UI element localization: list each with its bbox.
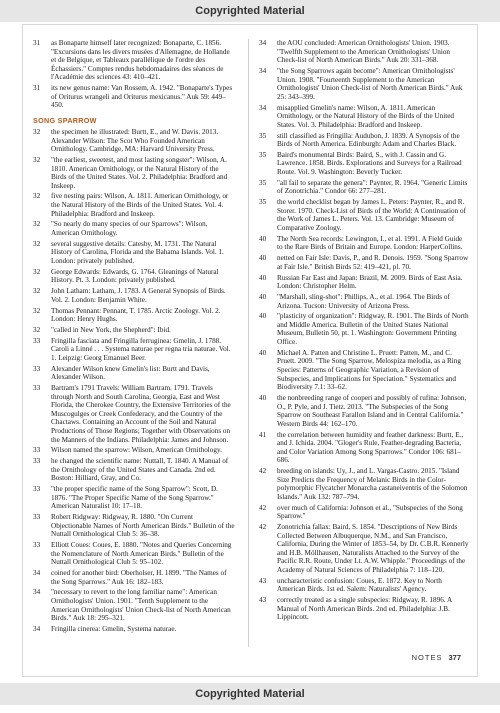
note-entry [259, 151, 469, 177]
note-text: Fringilla cinerea: Gmelin, Systema naturae. [51, 624, 177, 633]
note-page-ref: 33 [33, 513, 41, 522]
note-entry [259, 596, 469, 622]
note-page-ref: 40 [259, 234, 267, 243]
note-entry [259, 67, 469, 101]
note-entry [259, 504, 469, 521]
note-page-ref: 34 [33, 569, 41, 578]
note-text: Baird's monumental Birds: Baird, S., with J. Cassin and G. Lawrence. 1858. Birds. Explorations and Surveys for a Railroad Route. Vol. 9. Washington: Beverly Tucker. [277, 150, 462, 177]
note-text: Zonotrichia fallax: Baird, S. 1854. "Descriptions of New Birds Collected Between Albuquerque, N.M., and San Francisco, California, During the Winter of 1853–54, by Dr. C.B.R. Kennerly and H.B. Möllhausen, Naturalists Attached to the Survey of the Pacific R.R. Route, Under Lt. A.W. Whipple." Proceedings of the Academy of Natural Sciences of Philadelphia 7: 118–120. [277, 523, 469, 575]
note-page-ref: 32 [33, 192, 41, 201]
note-entry [33, 485, 235, 511]
note-page-ref: 33 [33, 485, 41, 494]
note-text: "Marshall, sling-shot": Phillips, A., et al. 1964. The Birds of Arizona. Tucson: University of Arizona Press. [277, 292, 450, 310]
note-entry [33, 192, 235, 218]
note-page-ref: 42 [259, 467, 267, 476]
note-entry [259, 254, 469, 271]
column-divider [248, 39, 249, 647]
note-entry [259, 235, 469, 252]
note-page-ref: 34 [33, 588, 41, 597]
note-page-ref: 40 [259, 273, 267, 282]
note-page-ref: 31 [33, 39, 41, 47]
note-text: the AOU concluded: American Ornithologists' Union. 1903. "Twelfth Supplement to the American Ornithologists' Union Check-list of North American Birds." Auk 20: 331–368. [277, 39, 451, 65]
note-entry [33, 365, 235, 382]
note-entry [33, 446, 235, 455]
note-page-ref: 32 [33, 155, 41, 164]
note-text: The North Sea records: Lewington, I., et al. 1991. A Field Guide to the Rare Birds of Britain and Europe. London: HarperCollins. [277, 234, 463, 252]
note-entry [259, 274, 469, 291]
note-text: Thomas Pennant: Pennant, T. 1785. Arctic Zoology. Vol. 2. London: Henry Hughs. [51, 306, 221, 324]
note-text: Robert Ridgway: Ridgway, R. 1880. "On Current Objectionable Names of North American Birds." Bulletin of the Nuttall Ornithological Club 5: 36–38. [51, 513, 235, 539]
copyright-banner-bottom: Copyrighted Material [0, 683, 500, 705]
note-page-ref: 35 [259, 198, 267, 207]
note-entry [33, 625, 235, 634]
note-page-ref: 32 [33, 287, 41, 296]
note-text: "all fail to separate the genera": Paynter, R. 1964. "Generic Limits of Zonotrichia." Condor 66: 277–281. [277, 178, 468, 196]
note-text: Michael A. Patten and Christine L. Pruett: Patten, M., and C. Pruett. 2009. "The Song Sparrow, Melospiza melodia, as a Ring Species: Patterns of Geographic Variation, a Revision of Subspecies, and Implications for Speciation." Systematics and Biodiversity 7.1: 33–62. [277, 348, 461, 392]
note-text: still classified as Fringilla: Audubon, J. 1839. A Synopsis of the Birds of North America. Edinburgh: Adam and Charles Black. [277, 131, 460, 149]
note-entry [33, 337, 235, 363]
notes-column-right [259, 39, 469, 624]
note-page-ref: 32 [33, 267, 41, 276]
page-footer [412, 653, 461, 662]
note-page-ref: 32 [33, 127, 41, 136]
note-text: Bartram's 1791 Travels: William Bartram. 1791. Travels through North and South Carolina, Georgia, East and West Florida, the Cherokee Country, the Extensive Territories of the Muscogulges or Creek Confederacy, and the Country of the Chactaws. Containing an Account of the Soil and Natural Productions of Those Regions; Together with Observations on the Manners of the Indians. Philadelphia: James and Johnson. [51, 384, 231, 444]
note-page-ref: 35 [259, 150, 267, 159]
note-text: the nonbreeding range of cooperi and possibly of rufina: Johnson, O., P. Pyle, and J. Tietz. 2013. "The Subspecies of the Song Sparrow on Southeast Farallon Island and in Central California." Western Birds 44: 162–170. [277, 394, 467, 428]
note-text: he changed the scientific name: Nuttall, T. 1840. A Manual of the Ornithology of the United States and Canada. 2nd ed. Boston: Hilliard, Gray, and Co. [51, 457, 229, 483]
note-entry [259, 577, 469, 594]
note-entry [259, 179, 469, 196]
note-page-ref: 40 [259, 312, 267, 321]
note-page-ref: 33 [33, 384, 41, 393]
note-page-ref: 33 [33, 364, 41, 373]
note-entry [33, 268, 235, 285]
note-page-ref: 33 [33, 457, 41, 466]
note-page-ref: 34 [259, 66, 267, 75]
note-entry [259, 467, 469, 501]
note-entry [259, 132, 469, 149]
note-entry [33, 457, 235, 483]
note-page-ref: 32 [33, 220, 41, 229]
note-text: uncharacteristic confusion: Coues, E. 1872. Key to North American Birds. 1st ed. Salem: Naturalists' Agency. [277, 576, 442, 594]
note-entry [33, 569, 235, 586]
note-entry [259, 394, 469, 428]
note-text: "the earliest, sweetest, and most lasting songster": Wilson, A. 1810. American Ornithology, or the Natural History of the Birds of the United States. Vol. 2. Philadelphia: Bradford and Inskeep. [51, 155, 228, 190]
note-page-ref: 40 [259, 254, 267, 263]
note-page-ref: 41 [259, 430, 267, 439]
section-heading-song-sparrow: SONG SPARROW [33, 115, 97, 125]
note-text: its new genus name: Van Rossem, A. 1942. "Bonaparte's Types of Oriturus wrangeli and Oriturus mexicanus." Auk 59: 449–450. [51, 84, 233, 110]
footer-section-label: NOTES [411, 653, 443, 662]
notes-column-left [33, 39, 235, 636]
note-page-ref: 35 [259, 131, 267, 140]
note-page-ref: 34 [259, 103, 267, 112]
note-text: several suggestive details: Catesby, M. 1731. The Natural History of Carolina, Florida and the Bahama Islands. Vol. 1. London: privately published. [51, 239, 224, 265]
note-page-ref: 32 [33, 306, 41, 315]
note-entry [33, 84, 235, 110]
note-page-ref: 31 [33, 84, 41, 93]
note-text: Elliott Coues: Coues, E. 1880. "Notes and Queries Concerning the Nomenclature of North American Birds." Bulletin of the Nuttall Ornithological Club 5: 95–102. [51, 541, 232, 567]
note-text: "called in New York, the Shepherd": Ibid. [51, 325, 171, 334]
note-text: "necessary to revert to the long familiar name": American Ornithologists' Union. 1901. "Tenth Supplement to the American Ornithologists' Union Check-list of North American Birds." Auk 18: 295–321. [51, 588, 231, 623]
note-text: correctly treated as a single subspecies: Ridgway, R. 1896. A Manual of North American Birds. 2nd ed. Philadelphia: J.B. Lippincott. [277, 596, 452, 622]
note-text: Wilson named the sparrow: Wilson, American Ornithology. [51, 446, 222, 455]
left-entries-before [33, 39, 235, 110]
note-page-ref: 33 [33, 336, 41, 345]
note-text: George Edwards: Edwards, G. 1764. Gleanings of Natural History. Pt. 3. London: privately published. [51, 267, 219, 285]
note-entry [33, 240, 235, 266]
note-text: Russian Far East and Japan: Brazil, M. 2009. Birds of East Asia. London: Christopher Helm. [277, 273, 463, 291]
note-entry [33, 541, 235, 567]
note-text: John Latham: Latham, J. 1783. A General Synopsis of Birds. Vol. 2. London: Benjamin White. [51, 287, 226, 304]
note-entry [33, 513, 235, 539]
note-entry [33, 326, 235, 335]
left-entries-after [33, 128, 235, 634]
note-text: "the proper specific name of the Song Sparrow": Scott, D. 1876. "The Proper Specific Name of the Song Sparrow." American Naturalist 10: 17–18. [51, 485, 218, 511]
note-page-ref: 35 [259, 178, 267, 187]
note-entry [33, 588, 235, 622]
note-text: coined for another bird: Oberholser, H. 1899. "The Names of the Song Sparrows." Auk 16: 182–183. [51, 569, 227, 586]
note-entry [259, 198, 469, 232]
note-text: five nesting pairs: Wilson, A. 1811. American Ornithology, or the Natural History of the Birds of the United States. Vol. 4. Philadelphia: Bradford and Inskeep. [51, 192, 229, 218]
note-entry [259, 293, 469, 310]
note-page-ref: 42 [259, 523, 267, 532]
note-text: as Bonaparte himself later recognized: Bonaparte, C. 1856. "Excursions dans les divers musées d'Allemagne, de Hollande et de Belgique, et Tableaux parallélique de l'ordre des Échassiers." Comptes rendus hebdomadaires des séances de l'Académie des sciences 43: 410–421. [51, 39, 230, 82]
note-text: "the Song Sparrows again become": American Ornithologists' Union. 1908. "Fourteenth Supplement to the American Ornithologists' Union Check-list of North American Birds." Auk 25: 343–399. [277, 66, 463, 101]
page-number: 377 [448, 653, 461, 662]
note-page-ref: 33 [33, 446, 41, 455]
note-page-ref: 32 [33, 325, 41, 334]
note-entry [259, 431, 469, 465]
note-text: "So nearly do many species of our Sparrows": Wilson, American Ornithology. [51, 220, 208, 238]
note-page-ref: 40 [259, 394, 267, 402]
note-page-ref: 40 [259, 292, 267, 301]
copyright-banner-top: Copyrighted Material [0, 0, 500, 22]
note-text: netted on Fair Isle: Davis, P., and R. Denois. 1959. "Song Sparrow at Fair Isle." British Birds 52: 419–421, pl. 70. [277, 254, 469, 271]
note-text: the world checklist began by James L. Peters: Paynter, R., and R. Storer. 1970. Check-List of Birds of the World: A Continuation of the Work of James L. Peters. Vol. 13. Cambridge: Museum of Comparative Zoology. [277, 198, 466, 232]
note-page-ref: 42 [259, 503, 267, 512]
note-text: Fringilla fasciata and Fringilla ferruginea: Gmelin, J. 1788. Caroli a Linné . . . Systema naturae per regna tria naturae. Vol. 1. Leipzig: Georg Emanuel Beer. [51, 336, 231, 362]
note-text: breeding on islands: Uy, J., and L. Vargas-Castro. 2015. "Island Size Predicts the Frequency of Melanic Birds in the Color-polymorphic Flycatcher Monarcha castaneiventris of the Solomon Islands." Auk 132: 787–794. [277, 467, 468, 501]
note-entry [33, 220, 235, 237]
note-page-ref: 34 [259, 39, 267, 47]
note-page-ref: 32 [33, 239, 41, 248]
note-entry [259, 39, 469, 65]
note-entry [259, 312, 469, 346]
note-text: Alexander Wilson knew Gmelin's list: Burtt and Davis, Alexander Wilson. [51, 364, 210, 382]
note-text: "plasticity of organization": Ridgway, R. 1901. The Birds of North and Middle America. Bulletin of the United States National Museum, Bulletin 50, pt. 1. Washington: Government Printing Office. [277, 312, 469, 347]
note-text: misapplied Gmelin's name: Wilson, A. 1811. American Ornithology, or the Natural History of the Birds of the United States. Vol. 3. Philadelphia: Bradford and Inskeep. [277, 103, 454, 129]
note-text: over much of California: Johnson et al., "Subspecies of the Song Sparrow." [277, 503, 463, 521]
note-entry [33, 39, 235, 82]
note-entry [33, 307, 235, 324]
note-entry [33, 156, 235, 190]
note-page-ref: 43 [259, 576, 267, 585]
note-entry [259, 104, 469, 130]
note-entry [259, 349, 469, 392]
note-entry [33, 287, 235, 304]
note-page-ref: 34 [33, 624, 41, 633]
note-page-ref: 40 [259, 348, 267, 357]
note-text: the specimen he illustrated: Burtt, E., and W. Davis. 2013. Alexander Wilson: The Scot Who Founded American Ornithology. Cambridge, MA: Harvard University Press. [51, 127, 219, 154]
note-page-ref: 43 [259, 596, 267, 605]
note-text: the correlation between humidity and feather darkness: Burtt, E., and J. Ichida. 2004. "Gloger's Rule, Feather-degrading Bacteria, and Color Variation Among Song Sparrows." Condor 106: 681–686. [277, 430, 464, 465]
book-page [22, 24, 478, 677]
note-page-ref: 33 [33, 541, 41, 550]
note-entry [33, 384, 235, 444]
note-entry [259, 523, 469, 575]
note-entry [33, 128, 235, 154]
